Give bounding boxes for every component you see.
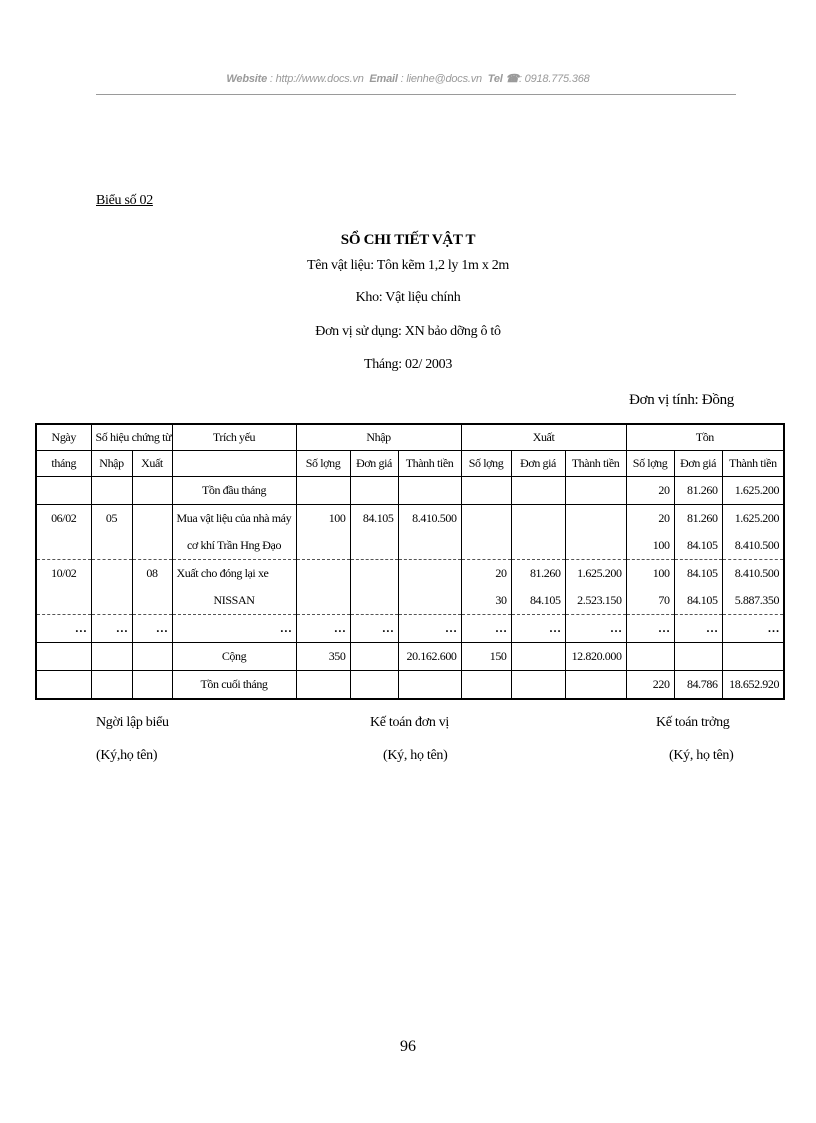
cell-out-price: 84.105: [511, 587, 565, 615]
header-description-empty: [172, 451, 296, 477]
cell-voucher-in: 05: [91, 505, 132, 533]
header-voucher-out: Xuất: [132, 451, 172, 477]
cell-stock-amount: [722, 643, 784, 671]
header-date-month: tháng: [36, 451, 91, 477]
preparer-title: Ngời lập biểu: [96, 715, 169, 730]
cell-in-amount: [398, 532, 461, 560]
header-stock: Tồn: [626, 424, 784, 451]
warehouse-name: Kho: Vật liệu chính: [355, 290, 461, 305]
cell-in-qty: [296, 560, 350, 588]
cell-in-amount: 20.162.600: [398, 643, 461, 671]
header-description: Trích yếu: [172, 424, 296, 451]
header-out: Xuất: [461, 424, 626, 451]
cell-stock-qty: 220: [626, 671, 674, 700]
cell-stock-qty: …: [626, 615, 674, 643]
table-row: [36, 532, 784, 560]
cell-out-amount: [565, 671, 626, 700]
header-in-price: Đơn giá: [350, 451, 398, 477]
preparer-sign: (Ký,họ tên): [96, 748, 158, 763]
cell-out-price: [511, 643, 565, 671]
cell-out-price: [511, 477, 565, 505]
header-in: Nhập: [296, 424, 461, 451]
cell-description: Tồn cuối tháng: [172, 671, 296, 700]
header-stock-amount: Thành tiền: [722, 451, 784, 477]
cell-out-price: …: [511, 615, 565, 643]
cell-stock-amount: 1.625.200: [722, 477, 784, 505]
cell-in-price: 84.105: [350, 505, 398, 533]
cell-stock-qty: 100: [626, 560, 674, 588]
email-value: : lienhe@docs.vn: [400, 73, 482, 85]
cell-stock-price: [674, 643, 722, 671]
cell-voucher-out: [132, 643, 172, 671]
cell-date: 06/02: [36, 505, 91, 533]
cell-description: NISSAN: [172, 587, 296, 615]
cell-in-price: [350, 560, 398, 588]
cell-description: cơ khí Trần Hng Đạo: [172, 532, 296, 560]
cell-stock-amount: 5.887.350: [722, 587, 784, 615]
cell-date: …: [36, 615, 91, 643]
cell-voucher-out: [132, 587, 172, 615]
cell-out-price: [511, 671, 565, 700]
cell-voucher-in: [91, 532, 132, 560]
cell-stock-amount: 1.625.200: [722, 505, 784, 533]
cell-stock-qty: 20: [626, 477, 674, 505]
cell-in-qty: [296, 477, 350, 505]
cell-voucher-out: [132, 505, 172, 533]
cell-in-qty: 100: [296, 505, 350, 533]
cell-voucher-in: …: [91, 615, 132, 643]
website-label: Website: [226, 73, 267, 85]
cell-in-amount: …: [398, 615, 461, 643]
cell-stock-price: …: [674, 615, 722, 643]
cell-description: Cộng: [172, 643, 296, 671]
cell-date: [36, 477, 91, 505]
cell-out-qty: [461, 671, 511, 700]
cell-voucher-in: [91, 477, 132, 505]
cell-date: [36, 532, 91, 560]
cell-stock-price: 81.260: [674, 505, 722, 533]
table-row: [36, 671, 784, 700]
cell-in-amount: 8.410.500: [398, 505, 461, 533]
header-date: Ngày: [36, 424, 91, 451]
cell-in-amount: [398, 671, 461, 700]
cell-in-qty: [296, 671, 350, 700]
cell-voucher-out: [132, 532, 172, 560]
cell-in-price: [350, 671, 398, 700]
header-out-price: Đơn giá: [511, 451, 565, 477]
tel-value: : 0918.775.368: [518, 73, 590, 85]
department-name: Đơn vị sử dụng: XN bảo dỡng ô tô: [315, 324, 501, 339]
header-stock-qty: Số lợng: [626, 451, 674, 477]
cell-stock-qty: 20: [626, 505, 674, 533]
cell-voucher-out: 08: [132, 560, 172, 588]
cell-date: [36, 587, 91, 615]
cell-stock-price: 81.260: [674, 477, 722, 505]
accountant-title: Kế toán đơn vị: [370, 715, 450, 730]
cell-voucher-in: [91, 643, 132, 671]
currency-unit: Đơn vị tính: Đồng: [629, 392, 734, 408]
cell-date: 10/02: [36, 560, 91, 588]
cell-in-qty: …: [296, 615, 350, 643]
cell-out-amount: 12.820.000: [565, 643, 626, 671]
cell-description: Tồn đầu tháng: [172, 477, 296, 505]
email-label: Email: [369, 73, 398, 85]
table-row: [36, 587, 784, 615]
cell-out-price: [511, 532, 565, 560]
material-ledger-table: [35, 423, 785, 700]
page-header: [0, 72, 816, 85]
cell-stock-price: 84.786: [674, 671, 722, 700]
cell-description: …: [172, 615, 296, 643]
header-in-amount: Thành tiền: [398, 451, 461, 477]
cell-out-qty: 20: [461, 560, 511, 588]
cell-stock-amount: 18.652.920: [722, 671, 784, 700]
chief-accountant-title: Kế toán trởng: [656, 715, 730, 730]
cell-out-amount: [565, 505, 626, 533]
cell-voucher-in: [91, 560, 132, 588]
cell-out-qty: [461, 477, 511, 505]
cell-stock-amount: 8.410.500: [722, 560, 784, 588]
page-number: 96: [400, 1038, 416, 1055]
cell-voucher-out: …: [132, 615, 172, 643]
cell-out-qty: 150: [461, 643, 511, 671]
cell-out-qty: [461, 505, 511, 533]
header-in-qty: Số lợng: [296, 451, 350, 477]
ledger-body: [36, 477, 784, 700]
document-title: SỔ CHI TIẾT VẬT T: [340, 232, 476, 248]
header-voucher-in: Nhập: [91, 451, 132, 477]
cell-out-amount: 1.625.200: [565, 560, 626, 588]
cell-voucher-out: [132, 477, 172, 505]
cell-description: Mua vật liệu của nhà máy: [172, 505, 296, 533]
month-label: Tháng: 02/ 2003: [363, 357, 453, 372]
cell-voucher-in: [91, 587, 132, 615]
table-row: [36, 477, 784, 505]
table-row: [36, 643, 784, 671]
cell-stock-qty: [626, 643, 674, 671]
header-voucher: Số hiệu chứng từ: [91, 424, 172, 451]
accountant-sign: (Ký, họ tên): [383, 748, 448, 763]
chief-accountant-sign: (Ký, họ tên): [669, 748, 734, 763]
cell-in-qty: [296, 532, 350, 560]
cell-out-amount: 2.523.150: [565, 587, 626, 615]
header-out-qty: Số lợng: [461, 451, 511, 477]
cell-out-qty: [461, 532, 511, 560]
cell-in-price: …: [350, 615, 398, 643]
cell-in-amount: [398, 477, 461, 505]
form-label: Biểu số 02: [96, 193, 153, 208]
cell-stock-amount: 8.410.500: [722, 532, 784, 560]
cell-out-amount: …: [565, 615, 626, 643]
cell-date: [36, 643, 91, 671]
cell-out-amount: [565, 532, 626, 560]
cell-in-qty: 350: [296, 643, 350, 671]
cell-out-amount: [565, 477, 626, 505]
cell-voucher-in: [91, 671, 132, 700]
cell-in-price: [350, 532, 398, 560]
cell-voucher-out: [132, 671, 172, 700]
cell-in-price: [350, 587, 398, 615]
header-stock-price: Đơn giá: [674, 451, 722, 477]
website-value: : http://www.docs.vn: [269, 73, 364, 85]
cell-in-price: [350, 477, 398, 505]
cell-description: Xuất cho đóng lại xe: [172, 560, 296, 588]
table-row: [36, 615, 784, 643]
phone-icon: ☎: [505, 73, 519, 85]
cell-stock-qty: 70: [626, 587, 674, 615]
cell-in-price: [350, 643, 398, 671]
table-row: [36, 505, 784, 533]
cell-date: [36, 671, 91, 700]
cell-in-amount: [398, 560, 461, 588]
tel-label: Tel: [487, 73, 503, 85]
cell-stock-price: 84.105: [674, 532, 722, 560]
cell-stock-price: 84.105: [674, 560, 722, 588]
cell-out-price: 81.260: [511, 560, 565, 588]
cell-out-price: [511, 505, 565, 533]
cell-stock-price: 84.105: [674, 587, 722, 615]
material-name: Tên vật liệu: Tôn kẽm 1,2 ly 1m x 2m: [306, 258, 510, 273]
cell-out-qty: …: [461, 615, 511, 643]
cell-in-amount: [398, 587, 461, 615]
cell-stock-amount: …: [722, 615, 784, 643]
cell-in-qty: [296, 587, 350, 615]
cell-out-qty: 30: [461, 587, 511, 615]
header-divider: [96, 94, 736, 95]
header-out-amount: Thành tiền: [565, 451, 626, 477]
cell-stock-qty: 100: [626, 532, 674, 560]
table-row: [36, 560, 784, 588]
